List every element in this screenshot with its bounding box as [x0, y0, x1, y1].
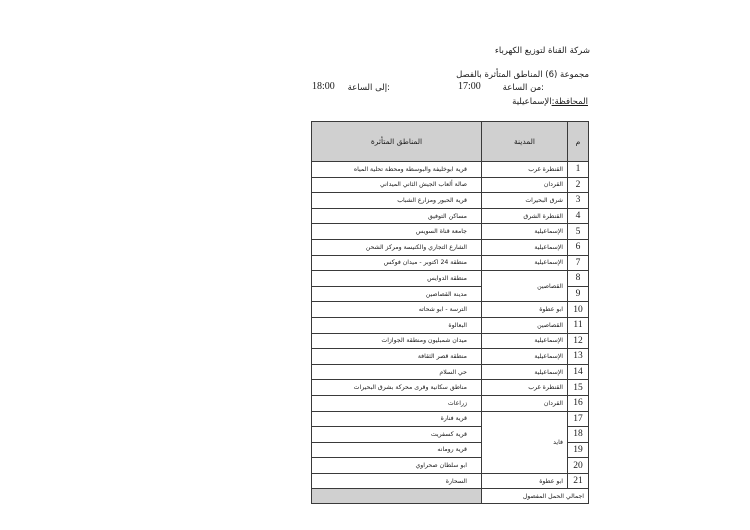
row-num: 10: [568, 302, 589, 318]
row-area: مناطق سكانية وقرى محركة بشرق البحيرات: [312, 380, 482, 396]
table-row: [312, 380, 589, 396]
row-num: 14: [568, 364, 589, 380]
row-city: ابو عطوة: [482, 302, 568, 318]
row-num: 2: [568, 177, 589, 193]
row-city: القنطرة غرب: [482, 380, 568, 396]
row-area: منطقة الدوايس: [312, 271, 482, 287]
row-area: منطقة قصر الثقافة: [312, 349, 482, 365]
row-num: 9: [568, 286, 589, 302]
row-area: الترسة - ابو شحاته: [312, 302, 482, 318]
company-name: شركة القناة لتوزيع الكهرباء: [494, 46, 590, 56]
row-area: ابو سلطان صحراوي: [312, 458, 482, 474]
total-row: [312, 489, 589, 504]
row-city: القنطرة الشرق: [482, 208, 568, 224]
row-city: القصاصين: [482, 317, 568, 333]
governorate-line: [512, 97, 588, 107]
row-city: القردان: [482, 177, 568, 193]
row-area: قرية رومانه: [312, 442, 482, 458]
table-row: [312, 302, 589, 318]
to-label: إلى الساعة:: [347, 83, 390, 93]
row-area: قرية فنارة: [312, 411, 482, 427]
row-num: 11: [568, 317, 589, 333]
header-num: م: [568, 122, 589, 162]
table-row: [312, 255, 589, 271]
row-area: ميدان شمبليون ومنطقة الجوازات: [312, 333, 482, 349]
from-time: 17:00: [458, 81, 481, 92]
row-area: منطقة 24 اكتوبر - ميدان فوكس: [312, 255, 482, 271]
row-num: 7: [568, 255, 589, 271]
row-num: 15: [568, 380, 589, 396]
row-area: صالة ألعاب الجيش الثاني الميداني: [312, 177, 482, 193]
row-area: جامعة قناة السويس: [312, 224, 482, 240]
table-row: [312, 271, 589, 287]
row-city: القصاصين: [482, 271, 568, 302]
table-row: [312, 349, 589, 365]
total-value: [312, 489, 482, 504]
table-row: [312, 473, 589, 489]
row-num: 4: [568, 208, 589, 224]
group-line: مجموعة (6) المناطق المتأثرة بالفصل: [456, 70, 589, 80]
row-num: 1: [568, 162, 589, 178]
table-row: [312, 411, 589, 427]
row-area: السحارة: [312, 473, 482, 489]
row-area: قرية كسفريت: [312, 427, 482, 443]
row-num: 3: [568, 193, 589, 209]
table-row: [312, 239, 589, 255]
row-area: قرية ابوخليفة والبوسطة ومحطة تحلية المياه: [312, 162, 482, 178]
table-row: [312, 193, 589, 209]
row-city: الإسماعيلية: [482, 333, 568, 349]
table-row: [312, 162, 589, 178]
row-city: القردان: [482, 395, 568, 411]
total-label: اجمالي الحمل المفصول: [482, 489, 589, 504]
row-city: القنطرة غرب: [482, 162, 568, 178]
to-time: 18:00: [312, 81, 335, 92]
row-num: 21: [568, 473, 589, 489]
row-city: ابو عطوة: [482, 473, 568, 489]
row-area: البعالوة: [312, 317, 482, 333]
row-num: 19: [568, 442, 589, 458]
row-area: قرية الحبور ومزارع الشباب: [312, 193, 482, 209]
row-area: زراعات: [312, 395, 482, 411]
row-num: 17: [568, 411, 589, 427]
row-city: الإسماعيلية: [482, 239, 568, 255]
from-label: من الساعة:: [502, 83, 544, 93]
row-area: الشارع التجاري والكنيسة ومركز الشحن: [312, 239, 482, 255]
table-row: [312, 395, 589, 411]
governorate-label: المحافظة:: [551, 97, 588, 107]
row-area: مدينة القصاصين: [312, 286, 482, 302]
header-areas: المناطق المتأثرة: [312, 122, 482, 162]
row-num: 20: [568, 458, 589, 474]
governorate-value: الإسماعيلية: [512, 97, 552, 107]
table-row: [312, 317, 589, 333]
table-row: [312, 224, 589, 240]
table-row: [312, 177, 589, 193]
row-num: 5: [568, 224, 589, 240]
row-city: الإسماعيلية: [482, 364, 568, 380]
row-num: 18: [568, 427, 589, 443]
table-row: [312, 364, 589, 380]
row-area: مساكن التوفيق: [312, 208, 482, 224]
row-num: 8: [568, 271, 589, 287]
row-num: 12: [568, 333, 589, 349]
row-num: 13: [568, 349, 589, 365]
table-header-row: [312, 122, 589, 162]
row-city: فايد: [482, 411, 568, 473]
header-city: المدينة: [482, 122, 568, 162]
row-city: شرق البحيرات: [482, 193, 568, 209]
row-num: 16: [568, 395, 589, 411]
table-row: [312, 208, 589, 224]
table-row: [312, 333, 589, 349]
row-city: الإسماعيلية: [482, 224, 568, 240]
affected-areas-table: [311, 121, 589, 504]
row-area: حي السلام: [312, 364, 482, 380]
row-city: الإسماعيلية: [482, 255, 568, 271]
row-city: الإسماعيلية: [482, 349, 568, 365]
row-num: 6: [568, 239, 589, 255]
